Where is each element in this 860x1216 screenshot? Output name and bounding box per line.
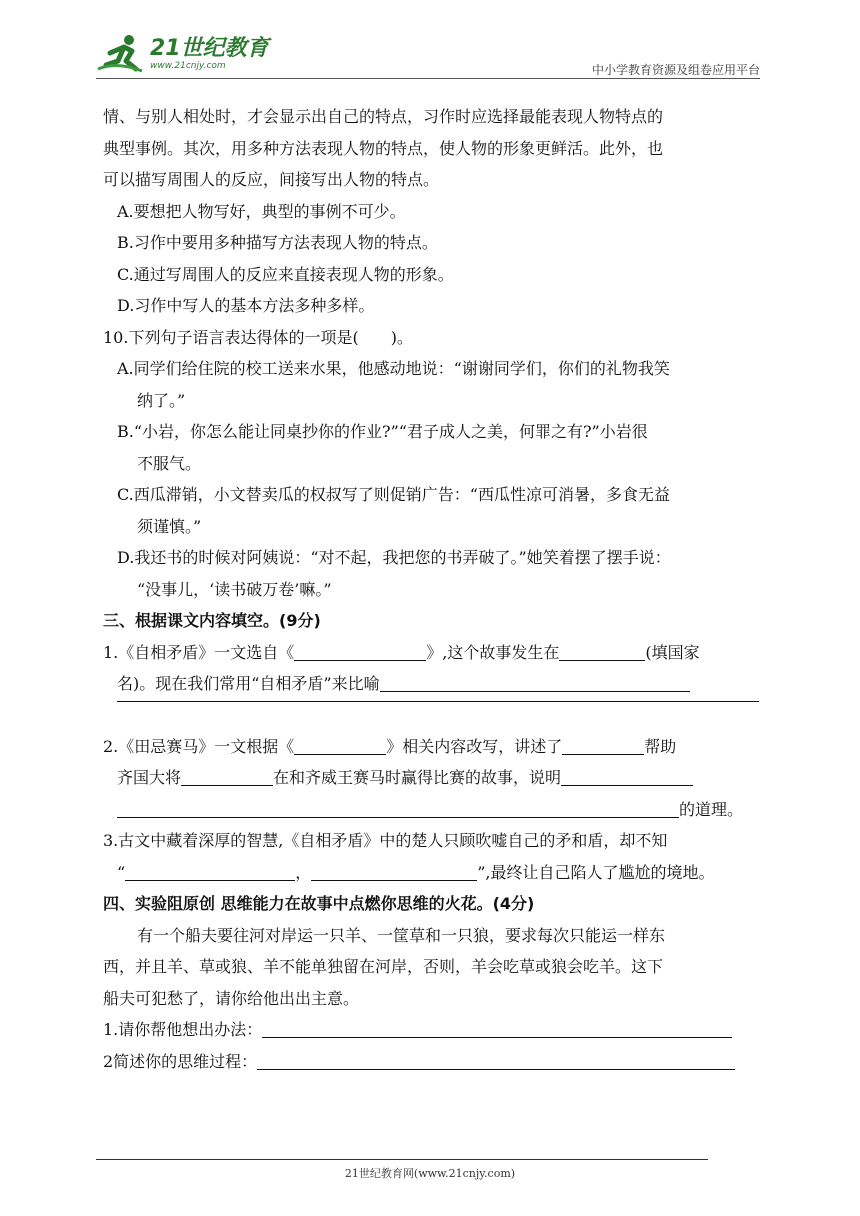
- s3-q2-line2: [103, 762, 763, 794]
- s4-q1-line: [103, 1014, 763, 1046]
- runner-logo-icon: [96, 33, 148, 75]
- q10-option-c-cont: 须谨慎。”: [137, 516, 202, 536]
- q9-option-b: B.习作中要用多种描写方法表现人物的特点。: [117, 233, 438, 252]
- answer-line[interactable]: [117, 700, 759, 702]
- answer-blank[interactable]: [559, 642, 645, 661]
- q10-stem: 10.下列句子语言表达得体的一项是( )。: [103, 327, 413, 347]
- s3-q2-line3: [103, 794, 763, 826]
- s3-q2-text: 的道理。: [679, 799, 744, 819]
- answer-blank[interactable]: [562, 736, 644, 755]
- s4-paragraph: 船夫可犯愁了，请你给他出出主意。: [103, 988, 360, 1008]
- footer-divider: [96, 1159, 708, 1160]
- s3-q2-text: 2.《田忌赛马》一文根据《: [103, 736, 295, 756]
- q10-option-d-cont: “没事儿，‘读书破万卷’嘛。”: [137, 579, 332, 599]
- answer-blank[interactable]: [311, 862, 477, 881]
- q9-option-d: D.习作中写人的基本方法多种多样。: [117, 296, 375, 315]
- section-4-title: 四、实验阻原创 思维能力在故事中点燃你思维的火花。(4分): [103, 894, 535, 913]
- s4-q2-line: [103, 1046, 763, 1078]
- s3-q1-text: 名)。现在我们常用“自相矛盾”来比喻: [117, 674, 380, 693]
- s4-q2-text: 2简述你的思维过程：: [103, 1051, 258, 1071]
- s3-q3-text: ，: [295, 862, 312, 882]
- answer-blank[interactable]: [294, 736, 386, 755]
- s3-q2-text: 齐国大将: [117, 768, 182, 787]
- section-3-title: 三、根据课文内容填空。(9分): [103, 611, 321, 630]
- s3-q3-text: ”,最终让自己陷人了尴尬的境地。: [477, 862, 715, 882]
- answer-blank[interactable]: [125, 862, 295, 881]
- passage-line: 情、与别人相处时，才会显示出自己的特点，习作时应选择最能表现人物特点的: [103, 107, 664, 126]
- s3-q1-text: 1.《自相矛盾》一文选自《: [103, 642, 295, 662]
- s3-q1-line1: [103, 637, 763, 669]
- answer-blank[interactable]: [181, 767, 273, 786]
- answer-blank[interactable]: [380, 673, 690, 692]
- s4-paragraph: 西，并且羊、草或狼、羊不能单独留在河岸，否则，羊会吃草或狼会吃羊。这下: [103, 957, 664, 976]
- footer-text: 21世纪教育网(www.21cnjy.com): [344, 1167, 516, 1180]
- q9-option-c: C.通过写周围人的反应来直接表现人物的形象。: [117, 264, 454, 284]
- s3-q2-text: 》相关内容改写，讲述了: [386, 736, 563, 756]
- q10-option-a-cont: 纳了。”: [137, 390, 186, 410]
- q10-option-b-cont: 不服气。: [137, 453, 202, 473]
- answer-blank[interactable]: [294, 642, 426, 661]
- header-divider: [96, 78, 760, 79]
- s3-q2-text: 帮助: [644, 736, 677, 756]
- q10-option-a: A.同学们给住院的校工送来水果，他感动地说：“谢谢同学们，你们的礼物我笑: [117, 359, 670, 378]
- q10-option-b: B.“小岩，你怎么能让同桌抄你的作业?”“君子成人之美，何罪之有?”小岩很: [117, 422, 648, 441]
- s3-q2-text: 在和齐威王赛马时赢得比赛的故事，说明: [273, 768, 562, 787]
- s4-paragraph: 有一个船夫要往河对岸运一只羊、一筐草和一只狼，要求每次只能运一样东: [137, 925, 666, 945]
- s3-q1-line3: [103, 700, 763, 726]
- passage-line: 典型事例。其次，用多种方法表现人物的特点，使人物的形象更鲜活。此外，也: [103, 138, 664, 158]
- s4-q1-text: 1.请你帮他想出办法：: [103, 1020, 263, 1039]
- logo: [96, 32, 269, 76]
- q10-option-d: D.我还书的时候对阿姨说：“对不起，我把您的书弄破了。”她笑着摆了摆手说：: [117, 548, 671, 567]
- q9-option-a: A.要想把人物写好，典型的事例不可少。: [117, 201, 406, 221]
- platform-name: 中小学教育资源及组卷应用平台: [591, 63, 760, 77]
- page-header: [96, 32, 760, 80]
- s3-q3-line1: 3.古文中藏着深厚的智慧,《自相矛盾》中的楚人只顾吹嘘自己的矛和盾，却不知: [103, 831, 668, 850]
- logo-title: 21世纪教育: [150, 35, 269, 61]
- logo-url: www.21cnjy.com: [150, 60, 226, 71]
- s3-q1-text: (填国家: [645, 642, 700, 662]
- answer-blank[interactable]: [262, 1019, 732, 1038]
- passage-line: 可以描写周围人的反应，间接写出人物的特点。: [103, 170, 440, 189]
- answer-blank[interactable]: [257, 1051, 735, 1070]
- s3-q1-line2: [103, 668, 763, 700]
- answer-blank[interactable]: [117, 799, 679, 818]
- document-body: [103, 101, 763, 1077]
- s3-q2-line1: [103, 731, 763, 763]
- answer-blank[interactable]: [561, 767, 693, 786]
- s3-q3-line2: [103, 857, 763, 889]
- s3-q3-text: “: [117, 862, 126, 882]
- s3-q1-text: 》,这个故事发生在: [426, 642, 560, 662]
- q10-option-c: C.西瓜滞销，小文替卖瓜的权叔写了则促销广告：“西瓜性凉可消暑，多食无益: [117, 485, 670, 504]
